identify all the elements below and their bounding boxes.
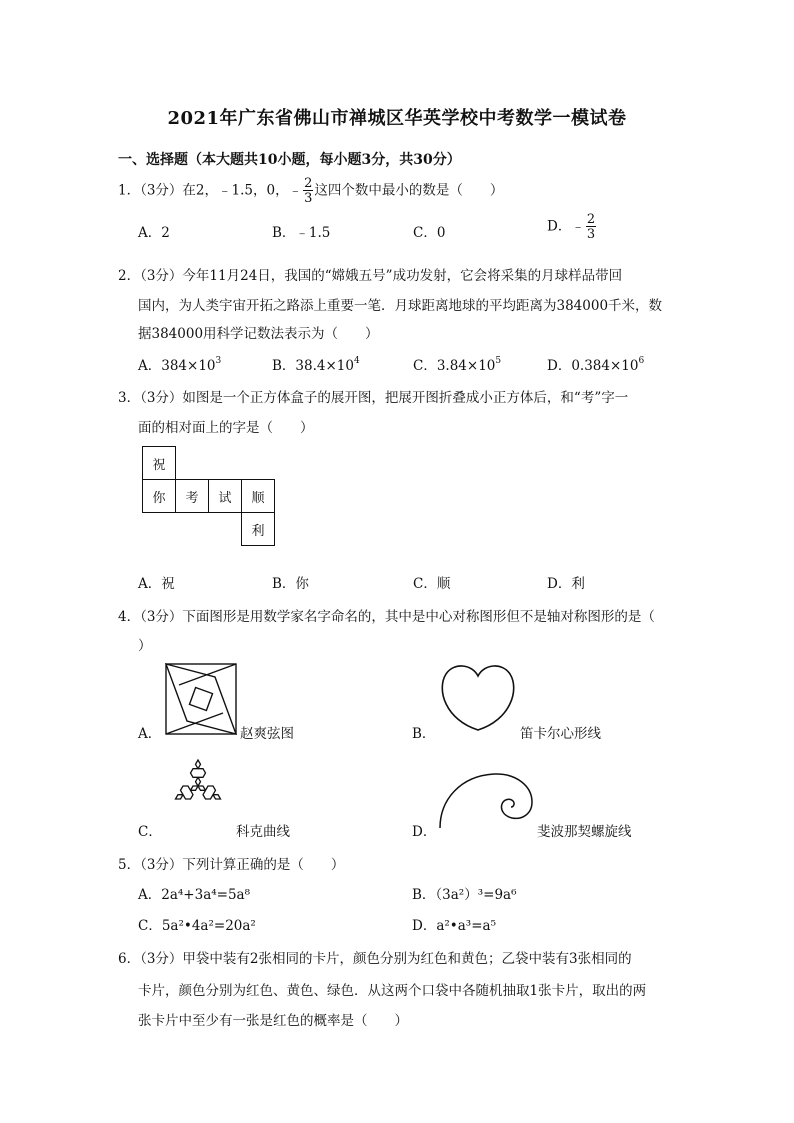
q2-line-3: 据384000用科学记数法表示为（ ） — [138, 326, 379, 342]
q3-line-2: 面的相对面上的字是（ ） — [138, 420, 314, 436]
q3-option-d: D．利 — [547, 576, 585, 592]
cube-net — [142, 446, 275, 546]
q1-option-d: D．﹣ $\frac{2}{3}$ — [547, 212, 596, 242]
q2-line-2: 国内，为人类宇宙开拓之路添上重要一笔．月球距离地球的平均距离为384000千米，数 — [138, 298, 663, 314]
q6-line-2: 卡片，颜色分别为红色、黄色、绿色．从这两个口袋中各随机抽取1张卡片，取出的两 — [138, 983, 647, 999]
q3-line-1: 3．（3分）如图是一个正方体盒子的展开图，把展开图折叠成小正方体后，和“考”字一 — [118, 390, 629, 406]
q5-option-b: B．（3a²）³=9a⁶ — [412, 887, 517, 903]
q4-option-c-letter: C． — [138, 824, 162, 840]
net-cell: 试 — [209, 480, 242, 513]
q4-line-1: 4．（3分）下面图形是用数学家名字命名的，其中是中心对称图形但不是轴对称图形的是（ — [118, 609, 655, 625]
fibonacci-spiral-diagram — [436, 770, 536, 830]
q4-line-2: ） — [138, 638, 152, 654]
q2-option-b: B．$38.4\times 10^4$ — [272, 356, 360, 374]
q4-option-c-caption: 科克曲线 — [236, 824, 290, 840]
zhao-shuang-diagram — [165, 663, 237, 735]
q1-fraction: $\frac{2}{3}$ — [304, 176, 313, 206]
q4-option-b-caption: 笛卡尔心形线 — [520, 726, 601, 742]
question-1 — [118, 177, 503, 205]
q4-option-d-caption: 斐波那契螺旋线 — [537, 824, 632, 840]
q5-stem: 5．（3分）下列计算正确的是（ ） — [118, 857, 345, 873]
q1-stem-b: 这四个数中最小的数是（ ） — [314, 182, 504, 199]
q4-option-a-letter: A． — [138, 726, 162, 742]
q3-option-b: B．你 — [272, 576, 309, 592]
cardioid-diagram — [438, 660, 518, 732]
net-cell: 你 — [143, 480, 176, 513]
q3-option-c: C．顺 — [413, 576, 451, 592]
net-cell: 顺 — [242, 480, 275, 513]
q1-option-b: B．﹣1.5 — [272, 225, 331, 241]
q2-option-a: A．$384\times 10^3$ — [138, 356, 222, 374]
q4-option-d-letter: D． — [412, 824, 437, 840]
koch-curve-diagram — [160, 751, 236, 817]
q6-line-1: 6．（3分）甲袋中装有2张相同的卡片，颜色分别为红色和黄色；乙袋中装有3张相同的 — [118, 951, 632, 967]
net-cell: 祝 — [143, 447, 176, 480]
q5-option-d: D．a²•a³=a⁵ — [412, 918, 496, 934]
q5-option-c: C．5a²•4a²=20a² — [138, 918, 256, 934]
q4-option-b-letter: B． — [412, 726, 436, 742]
q2-option-d: D．$0.384\times 10^6$ — [547, 356, 645, 374]
q6-line-3: 张卡片中至少有一张是红色的概率是（ ） — [138, 1013, 408, 1029]
q4-option-a-caption: 赵爽弦图 — [240, 726, 294, 742]
net-cell: 考 — [176, 480, 209, 513]
q2-line-1: 2．（3分）今年11月24日，我国的“嫦娥五号”成功发射，它会将采集的月球样品带回 — [118, 268, 623, 284]
q2-option-c: C．$3.84\times 10^5$ — [413, 356, 502, 374]
net-cell: 利 — [242, 513, 275, 546]
q1-stem-a: 1．（3分）在2，﹣1.5，0，﹣ — [118, 182, 303, 199]
page-title: 2021年广东省佛山市禅城区华英学校中考数学一模试卷 — [167, 108, 627, 129]
q1-option-c: C．0 — [413, 225, 446, 241]
q3-option-a: A．祝 — [138, 576, 175, 592]
section-heading: 一、选择题（本大题共10小题，每小题3分，共30分） — [118, 152, 461, 168]
q5-option-a: A．2a⁴+3a⁴=5a⁸ — [138, 887, 251, 903]
q1-option-a: A．2 — [138, 225, 170, 241]
